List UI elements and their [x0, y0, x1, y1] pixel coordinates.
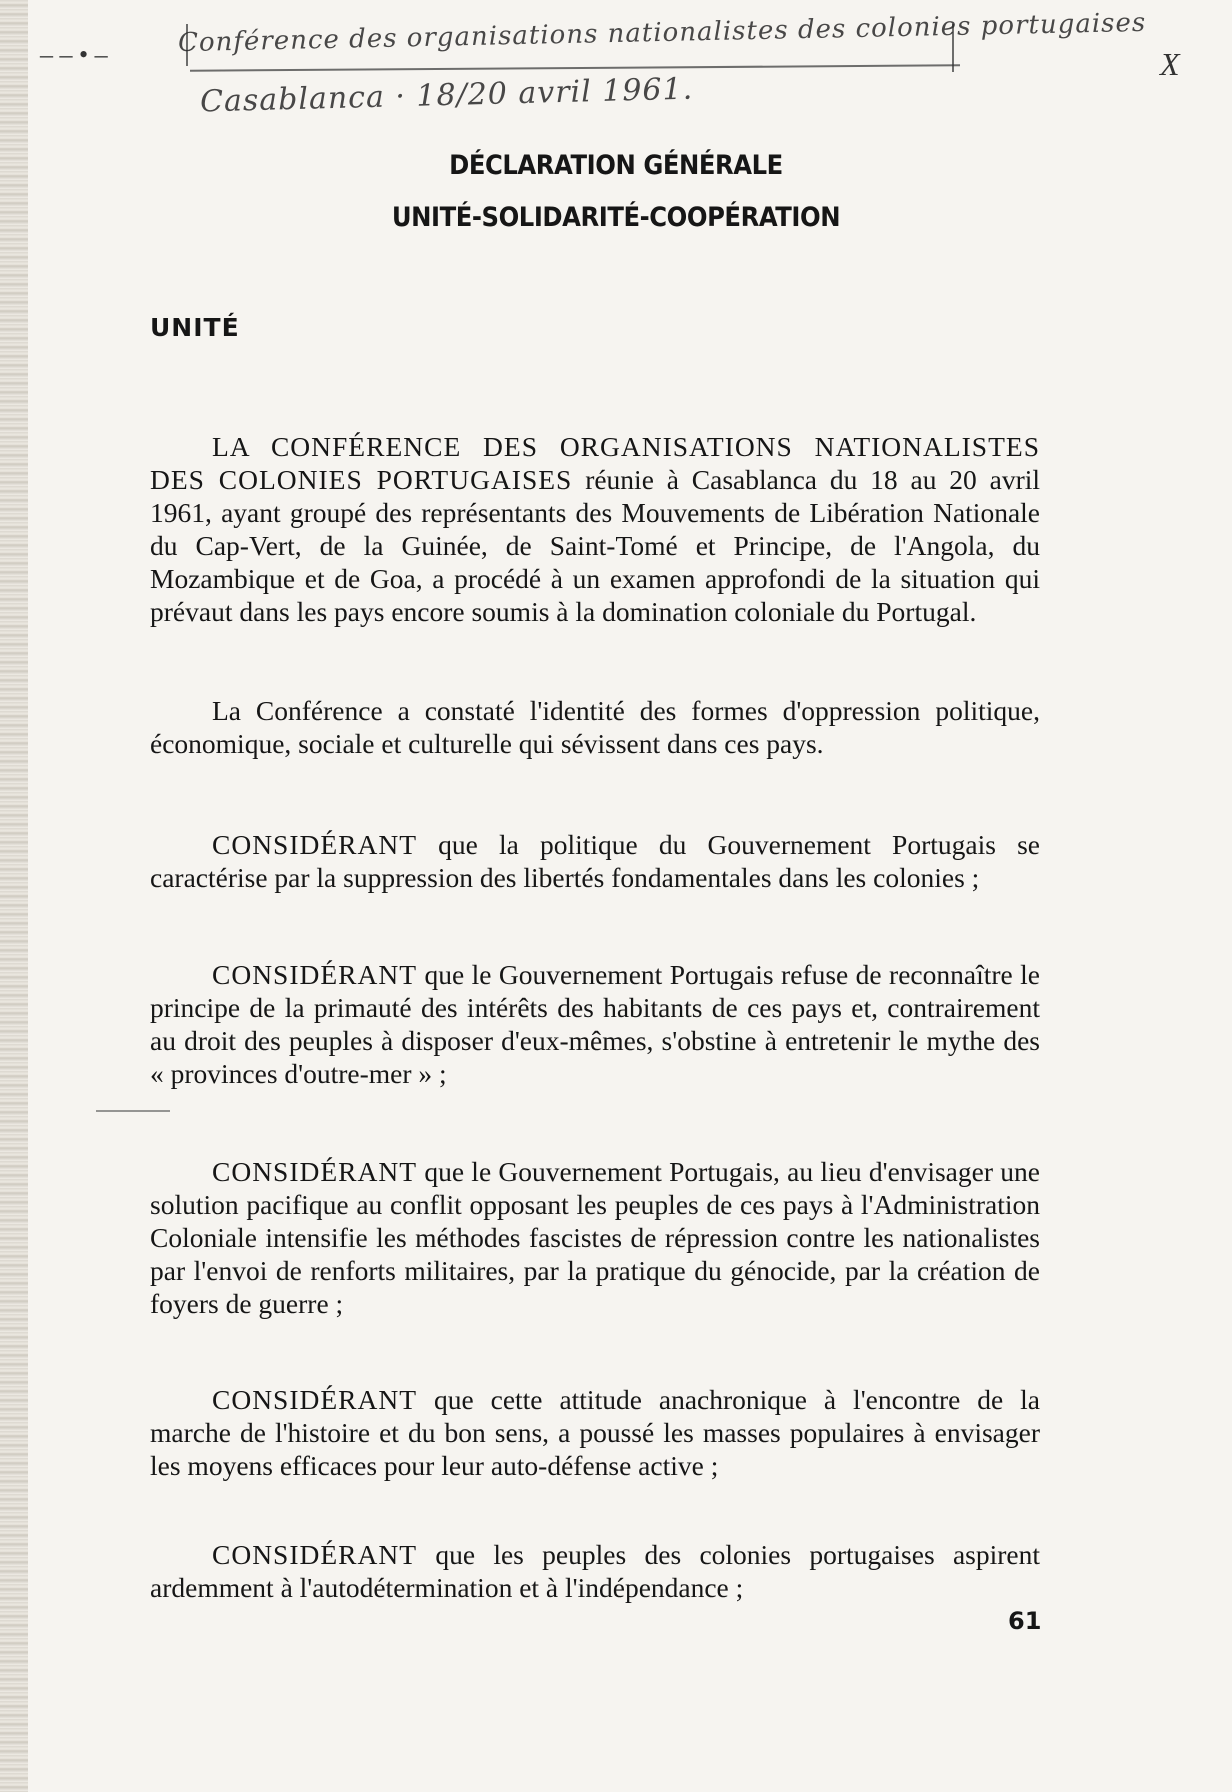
section-heading: UNITÉ	[150, 313, 240, 342]
paragraph-considerant-5	[150, 1538, 1040, 1604]
handwritten-dashes: – – • –	[40, 40, 108, 69]
paragraph-text: que le Gouvernement Portugais refuse de reconnaître le principe de la primauté des intérêts des habitants de ces pays et, contrairement au droit des peuples à disposer d'eux-mêmes, s'obstine à entretenir le mythe des « provinces d'outre-mer » ;	[150, 958, 1040, 1089]
paragraph-text: que la politique du Gouvernement Portugais se caractérise par la suppression des libertés fondamentales dans les colonies ;	[150, 828, 1040, 893]
paragraph-lead: CONSIDÉRANT	[212, 1538, 418, 1570]
scan-edge-shadow	[0, 0, 28, 1792]
paragraph-considerant-4	[150, 1383, 1040, 1482]
document-title: DÉCLARATION GÉNÉRALE	[449, 150, 783, 181]
paragraph-text: La Conférence a constaté l'identité des formes d'oppression politique, économique, sociale et culturelle qui sévissent dans ces pays.	[150, 694, 1040, 759]
handwritten-note-line2: Casablanca · 18/20 avril 1961.	[199, 71, 694, 120]
paragraph-text: que le Gouvernement Portugais, au lieu d'envisager une solution pacifique au conflit opposant les peuples de ces pays à l'Administration Coloniale intensifie les méthodes fascistes de répression contre les nationalistes par l'envoi de renforts militaires, par la pratique du génocide, par la création de foyers de guerre ;	[150, 1155, 1040, 1319]
paragraph-considerant-1	[150, 828, 1040, 894]
paragraph-finding	[150, 694, 1040, 760]
paragraph-considerant-2	[150, 958, 1040, 1090]
paragraph-lead: LA CONFÉRENCE DES ORGANISATIONS NATIONALISTES DES COLONIES PORTUGAISES	[150, 430, 1040, 495]
margin-mark: X	[1160, 46, 1180, 82]
paragraph-lead: CONSIDÉRANT	[212, 1383, 418, 1415]
paragraph-lead: CONSIDÉRANT	[212, 958, 418, 990]
paragraph-text: réunie à Casablanca du 18 au 20 avril 1961, ayant groupé des représentants des Mouvements de Libération Nationale du Cap-Vert, de la Guinée, de Saint-Tomé et Principe, de l'Angola, du Mozambique et de Goa, a procédé à un examen approfondi de la situation qui prévaut dans les pays encore soumis à la domination coloniale du Portugal.	[150, 463, 1041, 627]
page-number: 61	[1008, 1607, 1042, 1635]
paragraph-intro	[150, 430, 1040, 628]
handwritten-underline	[190, 64, 960, 71]
paragraph-text: que cette attitude anachronique à l'encontre de la marche de l'histoire et du bon sens, a poussé les masses populaires à envisager les moyens efficaces pour leur auto-défense active ;	[150, 1383, 1040, 1481]
handwritten-note-line1: Conférence des organisations nationalistes des colonies portugaises	[177, 7, 1147, 59]
document-subtitle: UNITÉ-SOLIDARITÉ-COOPÉRATION	[391, 202, 841, 233]
paragraph-lead: CONSIDÉRANT	[212, 1155, 418, 1187]
margin-rule	[96, 1110, 170, 1112]
paragraph-lead: CONSIDÉRANT	[212, 828, 418, 860]
paragraph-text: que les peuples des colonies portugaises aspirent ardemment à l'autodétermination et à l'indépendance ;	[150, 1538, 1040, 1603]
paragraph-considerant-3	[150, 1155, 1040, 1320]
